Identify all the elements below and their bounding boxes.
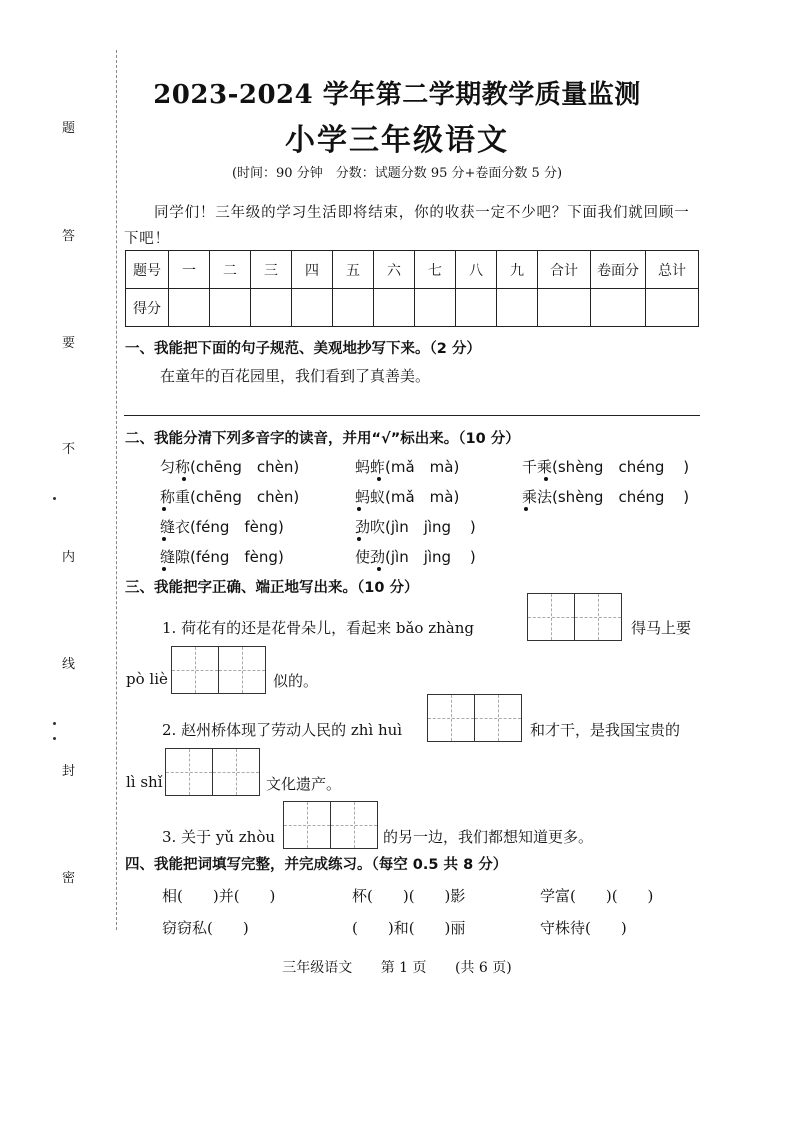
question-text: 和才干，是我国宝贵的 <box>530 721 681 739</box>
polyphone-item[interactable] <box>160 486 299 507</box>
writing-cell[interactable] <box>527 593 575 641</box>
score-header-cell: 五 <box>333 251 374 289</box>
copy-answer-line[interactable] <box>124 415 700 416</box>
score-header-cell: 四 <box>292 251 333 289</box>
emphasis-dot <box>357 537 361 541</box>
exam-title: 2023-2024 学年第二学期教学质量监测 <box>153 80 641 110</box>
section-4-heading: 四、我能把词填写完整，并完成练习。（每空 0.5 共 8 分） <box>125 857 508 873</box>
idiom-blank[interactable]: ( )和( )丽 <box>352 919 466 937</box>
question-text: 1. 荷花有的还是花骨朵儿，看起来 bǎo zhàng <box>162 619 474 637</box>
polyphone-item[interactable] <box>522 456 689 477</box>
writing-cell[interactable] <box>212 748 260 796</box>
score-header-cell: 三 <box>251 251 292 289</box>
writing-grid[interactable] <box>528 593 622 641</box>
score-header-cell: 总计 <box>646 251 699 289</box>
margin-char: 不 <box>62 442 76 457</box>
writing-grid[interactable] <box>284 801 378 849</box>
emphasis-dot <box>162 537 166 541</box>
section-3-heading: 三、我能把字正确、端正地写出来。（10 分） <box>125 580 419 596</box>
score-input-cell[interactable] <box>169 289 210 327</box>
section-1-heading: 一、我能把下面的句子规范、美观地抄写下来。（2 分） <box>125 341 481 357</box>
polyphone-word: 千乘 <box>522 458 553 476</box>
idiom-blank[interactable]: 杯( )( )影 <box>352 887 466 905</box>
polyphone-word: 乘法 <box>522 488 553 506</box>
score-header-cell: 八 <box>456 251 497 289</box>
footer-total: (共 6 页) <box>454 960 512 976</box>
score-row-label: 得分 <box>126 289 169 327</box>
writing-cell[interactable] <box>283 801 331 849</box>
polyphone-word: 蚂蚁 <box>355 488 386 506</box>
margin-dot <box>53 737 56 740</box>
footer-page: 第 1 页 <box>380 960 427 976</box>
question-text: 文化遗产。 <box>266 775 342 793</box>
writing-cell[interactable] <box>574 593 622 641</box>
score-header-cell: 二 <box>210 251 251 289</box>
polyphone-word: 缝衣 <box>160 518 191 536</box>
margin-char: 封 <box>62 764 76 779</box>
polyphone-options: (jìn jìng ) <box>385 518 476 536</box>
polyphone-item[interactable] <box>160 546 284 567</box>
score-input-cell[interactable] <box>292 289 333 327</box>
polyphone-item[interactable] <box>355 456 459 477</box>
polyphone-options: (féng fèng) <box>190 518 284 536</box>
score-header-cell: 题号 <box>126 251 169 289</box>
binding-dashed-line <box>116 50 117 930</box>
polyphone-item[interactable] <box>355 546 476 567</box>
footer-subject: 三年级语文 <box>282 960 353 976</box>
margin-char: 题 <box>62 121 76 136</box>
question-text: 3. 关于 yǔ zhòu <box>162 828 276 846</box>
writing-cell[interactable] <box>218 646 266 694</box>
polyphone-item[interactable] <box>522 486 689 507</box>
idiom-blank[interactable]: 守株待( ) <box>540 919 627 937</box>
polyphone-word: 劲吹 <box>355 518 386 536</box>
emphasis-dot <box>357 507 361 511</box>
writing-grid[interactable] <box>166 748 260 796</box>
margin-char: 线 <box>62 657 76 672</box>
polyphone-item[interactable] <box>355 486 459 507</box>
section-2-heading: 二、我能分清下列多音字的读音，并用“√”标出来。（10 分） <box>125 431 520 447</box>
question-text: 2. 赵州桥体现了劳动人民的 zhì huì <box>162 721 403 739</box>
score-header-cell: 卷面分 <box>591 251 646 289</box>
score-value-row <box>126 289 699 327</box>
score-input-cell[interactable] <box>210 289 251 327</box>
polyphone-word: 称重 <box>160 488 191 506</box>
polyphone-options: (shèng chéng ) <box>552 458 690 476</box>
polyphone-word: 使劲 <box>355 548 386 566</box>
idiom-blank[interactable]: 相( )并( ) <box>162 887 276 905</box>
emphasis-dot <box>377 567 381 571</box>
score-header-cell: 合计 <box>538 251 591 289</box>
writing-grid[interactable] <box>428 694 522 742</box>
exam-subtitle: 小学三年级语文 <box>285 123 509 158</box>
writing-cell[interactable] <box>474 694 522 742</box>
writing-cell[interactable] <box>427 694 475 742</box>
emphasis-dot <box>524 507 528 511</box>
score-input-cell[interactable] <box>646 289 699 327</box>
margin-char: 内 <box>62 550 76 565</box>
emphasis-dot <box>182 477 186 481</box>
score-input-cell[interactable] <box>251 289 292 327</box>
score-input-cell[interactable] <box>333 289 374 327</box>
score-header-row <box>126 251 699 289</box>
question-text: 得马上要 <box>631 619 692 637</box>
emphasis-dot <box>162 507 166 511</box>
copy-sentence: 在童年的百花园里，我们看到了真善美。 <box>160 367 431 385</box>
intro-text: 同学们！三年级的学习生活即将结束，你的收获一定不少吧？下面我们就回顾一下吧！ <box>124 205 690 247</box>
question-text: 似的。 <box>273 672 319 690</box>
polyphone-item[interactable] <box>355 516 476 537</box>
score-header-cell: 九 <box>497 251 538 289</box>
score-header-cell: 六 <box>374 251 415 289</box>
polyphone-item[interactable] <box>160 516 284 537</box>
emphasis-dot <box>162 567 166 571</box>
score-table <box>125 250 699 327</box>
polyphone-options: (jìn jìng ) <box>385 548 476 566</box>
polyphone-options: (féng fèng) <box>190 548 284 566</box>
score-input-cell[interactable] <box>591 289 646 327</box>
score-header-cell: 七 <box>415 251 456 289</box>
polyphone-word: 蚂蚱 <box>355 458 386 476</box>
emphasis-dot <box>544 477 548 481</box>
score-input-cell[interactable] <box>497 289 538 327</box>
emphasis-dot <box>377 477 381 481</box>
exam-info: (时间：90 分钟 分数：试题分数 95 分+卷面分数 5 分) <box>231 166 563 181</box>
margin-dot <box>53 722 56 725</box>
margin-char: 答 <box>62 229 76 244</box>
writing-cell[interactable] <box>165 748 213 796</box>
idiom-blank[interactable]: 窃窃私( ) <box>162 919 249 937</box>
writing-grid[interactable] <box>172 646 266 694</box>
idiom-blank[interactable]: 学富( )( ) <box>540 887 654 905</box>
polyphone-word: 缝隙 <box>160 548 191 566</box>
question-text: 的另一边，我们都想知道更多。 <box>383 828 594 846</box>
polyphone-word: 匀称 <box>160 458 191 476</box>
score-input-cell[interactable] <box>374 289 415 327</box>
score-header-cell: 一 <box>169 251 210 289</box>
writing-cell[interactable] <box>171 646 219 694</box>
score-input-cell[interactable] <box>456 289 497 327</box>
polyphone-options: (chēng chèn) <box>190 488 300 506</box>
polyphone-options: (mǎ mà) <box>385 458 460 476</box>
polyphone-options: (shèng chéng ) <box>552 488 690 506</box>
polyphone-options: (chēng chèn) <box>190 458 300 476</box>
polyphone-item[interactable] <box>160 456 299 477</box>
writing-cell[interactable] <box>330 801 378 849</box>
question-text: lì shǐ <box>126 773 163 791</box>
question-text: pò liè <box>126 670 168 688</box>
margin-char: 要 <box>62 336 76 351</box>
score-input-cell[interactable] <box>538 289 591 327</box>
margin-char: 密 <box>62 871 76 886</box>
polyphone-options: (mǎ mà) <box>385 488 460 506</box>
score-input-cell[interactable] <box>415 289 456 327</box>
page-footer <box>0 957 794 977</box>
margin-dot <box>53 497 56 500</box>
